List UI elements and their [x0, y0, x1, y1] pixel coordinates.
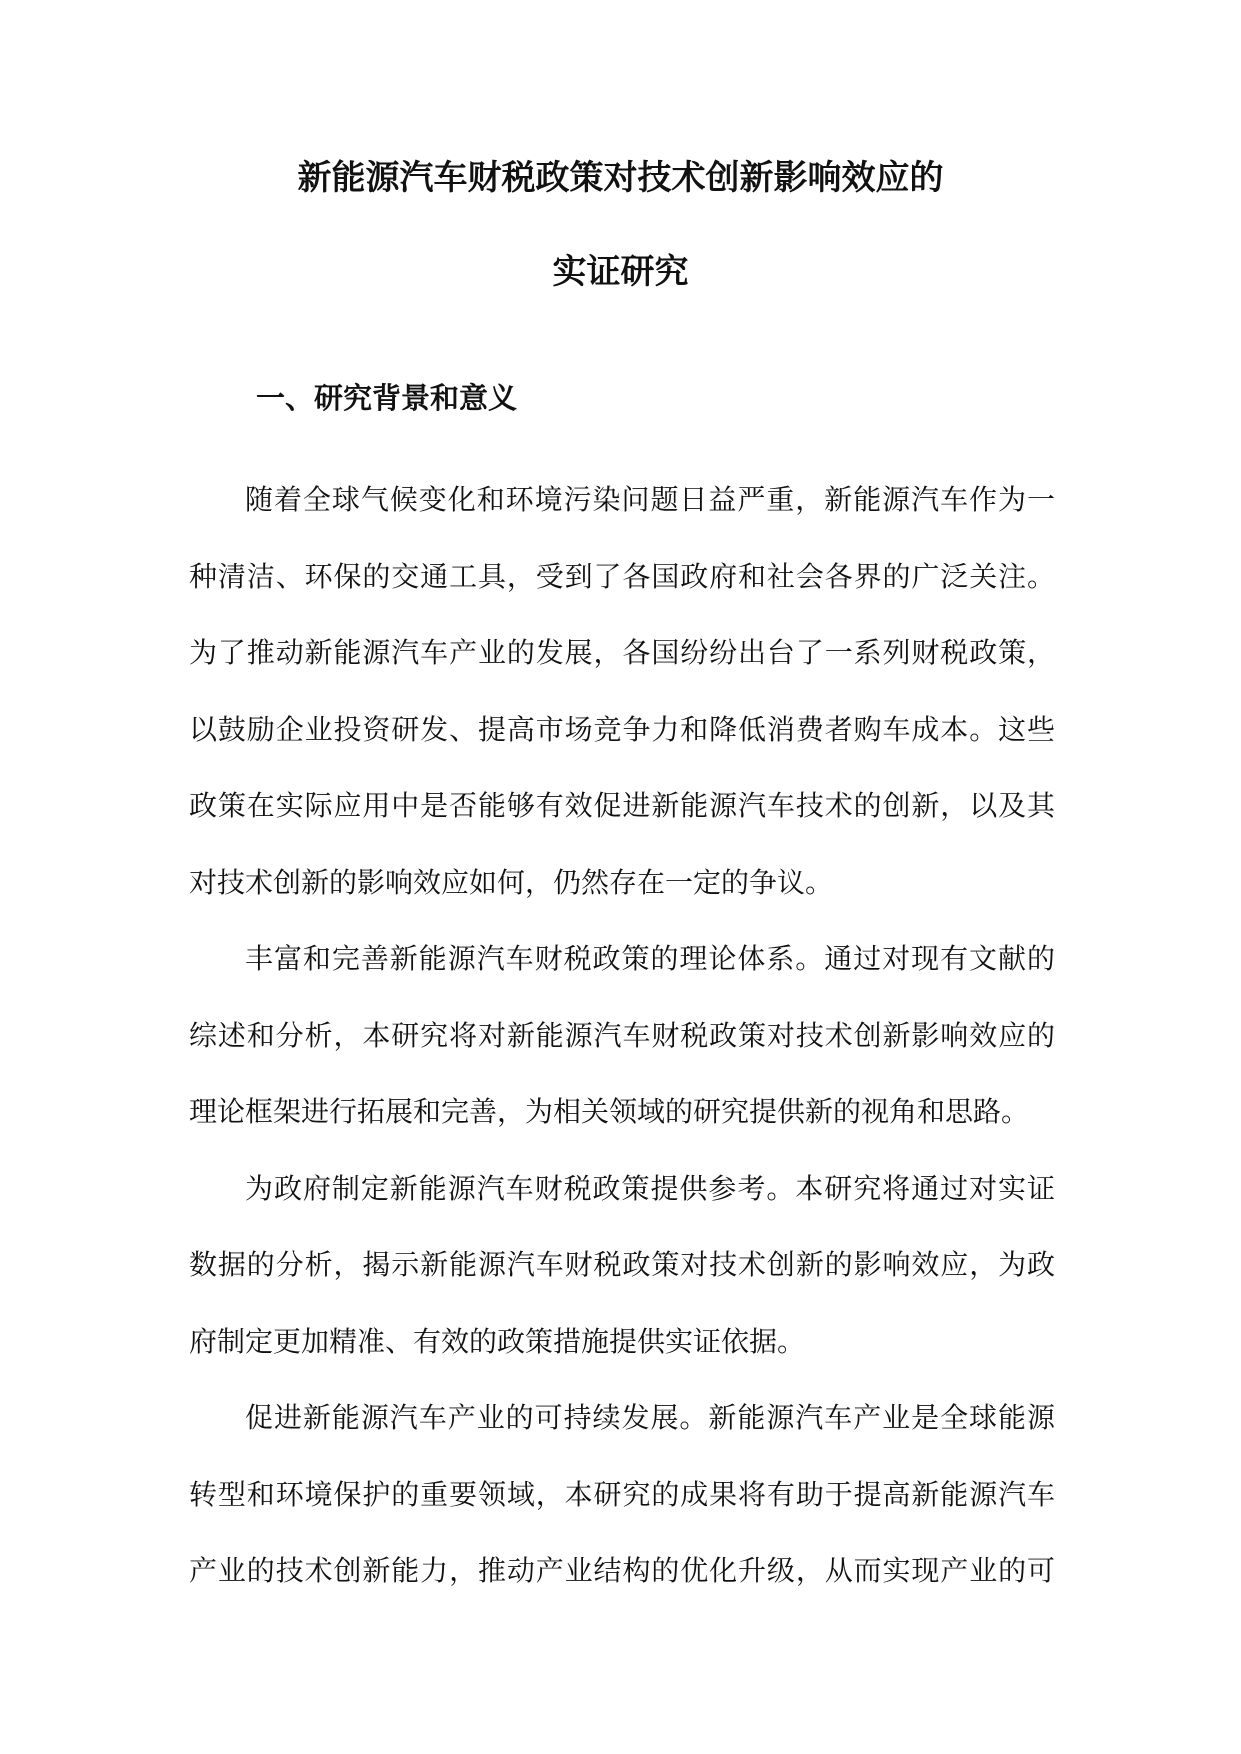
paragraph-line: 促进新能源汽车产业的可持续发展。新能源汽车产业是全球能源	[245, 1401, 1055, 1434]
paragraph-line: 对技术创新的影响效应如何，仍然存在一定的争议。	[189, 865, 834, 899]
document-title-line-2: 实证研究	[552, 252, 689, 292]
paragraph-3	[189, 1151, 1055, 1381]
paragraph-1	[189, 462, 1055, 921]
paragraph-line: 随着全球气候变化和环境污染问题日益严重，新能源汽车作为一	[245, 483, 1055, 516]
paragraph-line: 数据的分析，揭示新能源汽车财税政策对技术创新的影响效应，为政	[189, 1248, 1055, 1281]
paragraph-line: 为了推动新能源汽车产业的发展，各国纷纷出台了一系列财税政策，	[189, 636, 1055, 669]
paragraph-line: 产业的技术创新能力，推动产业结构的优化升级，从而实现产业的可	[189, 1554, 1055, 1587]
document-title-line-1: 新能源汽车财税政策对技术创新影响效应的	[297, 158, 944, 198]
paragraph-line: 政策在实际应用中是否能够有效促进新能源汽车技术的创新，以及其	[189, 789, 1055, 822]
paragraph-4	[189, 1380, 1055, 1610]
paragraph-line: 丰富和完善新能源汽车财税政策的理论体系。通过对现有文献的	[245, 942, 1055, 975]
document-body	[189, 462, 1055, 1610]
paragraph-line: 以鼓励企业投资研发、提高市场竞争力和降低消费者购车成本。这些	[189, 712, 1055, 746]
section-heading: 一、研究背景和意义	[256, 381, 518, 415]
paragraph-line: 综述和分析，本研究将对新能源汽车财税政策对技术创新影响效应的	[189, 1018, 1055, 1052]
paragraph-line: 为政府制定新能源汽车财税政策提供参考。本研究将通过对实证	[245, 1171, 1055, 1205]
paragraph-line: 府制定更加精准、有效的政策措施提供实证依据。	[189, 1324, 806, 1358]
paragraph-line: 种清洁、环保的交通工具，受到了各国政府和社会各界的广泛关注。	[189, 559, 1055, 593]
paragraph-line: 理论框架进行拓展和完善，为相关领域的研究提供新的视角和思路。	[189, 1095, 1030, 1128]
paragraph-line: 转型和环境保护的重要领域，本研究的成果将有助于提高新能源汽车	[189, 1477, 1055, 1511]
paragraph-2	[189, 921, 1055, 1151]
